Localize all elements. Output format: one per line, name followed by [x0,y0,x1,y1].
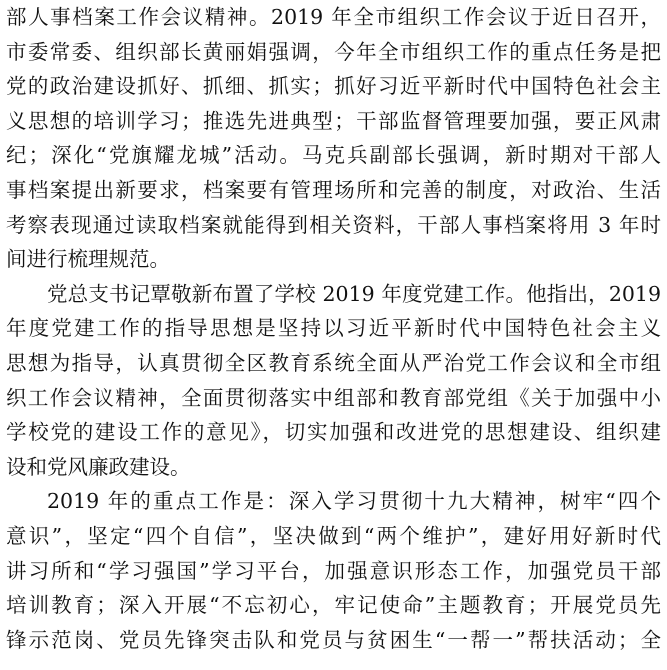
paragraph-2 [6,277,661,485]
text-line: 讲习所和“学习强国”学习平台，加强意识形态工作，加强党员干部 [6,558,661,583]
text-line: 锋示范岗、党员先锋突击队和党员与贫困生“一帮一”帮扶活动；全 [6,627,661,652]
paragraph-1 [6,0,661,277]
text-line: 2019 年的重点工作是：深入学习贯彻十九大精神，树牢“四个 [47,489,661,514]
text-line: 织工作会议精神，全面贯彻落实中组部和教育部党组《关于加强中小 [6,385,661,410]
text-line: 党总支书记覃敬新布置了学校 2019 年度党建工作。他指出，2019 [47,281,661,306]
text-line: 思想为指导，认真贯彻全区教育系统全面从严治党工作会议和全市组 [6,350,661,375]
text-line: 事档案提出新要求，档案要有管理场所和完善的制度，对政治、生活 [6,177,661,202]
text-line: 市委常委、组织部长黄丽娟强调，今年全市组织工作的重点任务是把 [6,39,661,64]
document-body [6,0,661,657]
text-line: 学校党的建设工作的意见》，切实加强和改进党的思想建设、组织建 [6,420,661,445]
text-line: 间进行梳理规范。 [6,247,170,272]
text-line: 培训教育；深入开展“不忘初心，牢记使命”主题教育；开展党员先 [6,593,661,618]
text-line: 意识”，坚定“四个自信”，坚决做到“两个维护”，建好用好新时代 [6,523,661,548]
text-line: 义思想的培训学习；推选先进典型；干部监督管理要加强，要正风肃 [6,108,661,133]
text-line: 纪；深化“党旗耀龙城”活动。马克兵副部长强调，新时期对干部人 [6,143,661,168]
paragraph-3 [6,484,661,657]
text-line: 设和党风廉政建设。 [6,454,191,479]
text-line: 部人事档案工作会议精神。2019 年全市组织工作会议于近日召开， [6,5,661,29]
text-line: 考察表现通过读取档案就能得到相关资料，干部人事档案将用 3 年时 [6,212,661,237]
text-line: 党的政治建设抓好、抓细、抓实；抓好习近平新时代中国特色社会主 [6,74,661,99]
text-line: 年度党建工作的指导思想是坚持以习近平新时代中国特色社会主义 [6,316,661,341]
